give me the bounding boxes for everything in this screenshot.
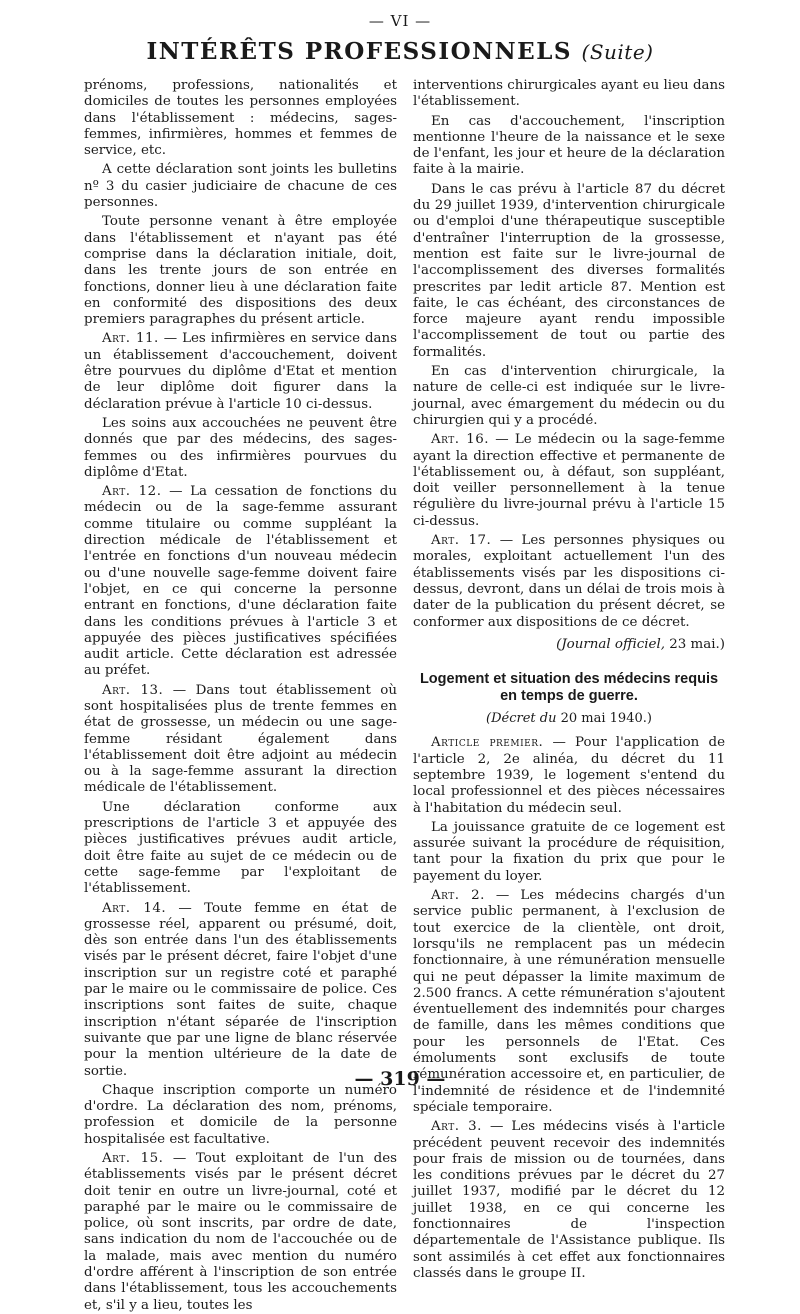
article-text: — La cessation de fonctions du médecin ou de la sage-femme assurant comme titulaire ou comme suppléant la direction médicale de l'établissement et l'entrée en fonctions d'un nouveau médecin ou d'une nouvelle sage-femme doivent faire l'objet, en ce qui concerne la personne entrant en fonctions, d'une déclaration faite dans les conditions prévues à l'article 3 et appuyée des pièces justificatives spécifiées audit article. Cette déclaration est adressée au préfet. bbox=[84, 484, 397, 679]
source-citation bbox=[413, 637, 725, 653]
paragraph: Toute personne venant à être employée dans l'établissement et n'ayant pas été comprise dans la déclaration initiale, doit, dans les trente jours de son entrée en fonctions, donner lieu à une déclaration faite en conformité des dispositions des deux premiers paragraphes du présent article. bbox=[84, 214, 397, 328]
paragraph: interventions chirurgicales ayant eu lieu dans l'établissement. bbox=[413, 78, 725, 110]
roman-page-number: — VI — bbox=[368, 12, 432, 30]
decree-date: 20 mai 1940.) bbox=[556, 711, 652, 727]
article-label: Art. 16. bbox=[431, 432, 490, 448]
paragraph: Dans le cas prévu à l'article 87 du décret du 29 juillet 1939, d'intervention chirurgicale ou d'emploi d'une thérapeutique susceptible d'entraîner l'interruption de la grossesse, mention est faite sur le livre-journal de l'accomplissement des diverses formalités prescrites par ledit article 87. Mention est faite, le cas échéant, des circonstances de force majeure ayant rendu impossible l'accomplissement de tout ou partie des formalités. bbox=[413, 181, 725, 360]
right-column bbox=[413, 78, 726, 1281]
article-label: Article premier. bbox=[431, 735, 544, 751]
decree-reference bbox=[413, 711, 725, 727]
article-13 bbox=[84, 683, 397, 797]
article-text: — Les infirmières en service dans un établissement d'accouchement, doivent être pourvues du diplôme d'Etat et mention de leur diplôme doit figurer dans la déclaration prévue à l'article 10 ci-dessus. bbox=[84, 331, 397, 412]
section-title bbox=[0, 38, 800, 65]
article-17 bbox=[413, 533, 725, 631]
article-text: — Tout exploitant de l'un des établissements visés par le présent décret doit tenir en outre un livre-journal, coté et paraphé par le maire ou le commissaire de police, où sont inscrits, par ordre de date, sans indication du nom de l'accouchée ou de la malade, mais avec mention du numéro d'ordre afférent à l'inscription de son entrée dans l'établissement, tous les accouchements et, s'il y a lieu, toutes les bbox=[84, 1151, 397, 1313]
section-title-text: INTÉRÊTS PROFESSIONNELS bbox=[146, 38, 572, 65]
article-11 bbox=[84, 331, 397, 412]
left-column bbox=[84, 78, 397, 1313]
paragraph: A cette déclaration sont joints les bulletins nº 3 du casier judiciaire de chacune de ces personnes. bbox=[84, 162, 397, 211]
article-text: — Les médecins visés à l'article précédent peuvent recevoir des indemnités pour frais de mission ou de tournées, dans les conditions prévues par le décret du 27 juillet 1937, modifié par le décret du 12 juillet 1938, en ce qui concerne les fonctionnaires de l'inspection départementale de l'Assistance publique. Ils sont assimilés à cet effet aux fonctionnaires classés dans le groupe II. bbox=[413, 1119, 726, 1281]
decree-label: (Décret du bbox=[486, 711, 557, 727]
paragraph: Chaque inscription comporte un numéro d'ordre. La déclaration des nom, prénoms, profession et domicile de la personne hospitalisée est facultative. bbox=[84, 1082, 397, 1147]
paragraph: Une déclaration conforme aux prescriptions de l'article 3 et appuyée des pièces justificatives prévues audit article, doit être faite au sujet de ce médecin ou de cette sage-femme par l'exploitant de l'établissement. bbox=[84, 799, 397, 897]
paragraph: En cas d'intervention chirurgicale, la nature de celle-ci est indiquée sur le livre-journal, avec émargement du médecin ou du chirurgien qui y a procédé. bbox=[413, 364, 725, 428]
page-number: — 319 — bbox=[354, 1068, 446, 1090]
article-label: Art. 15. bbox=[102, 1151, 164, 1166]
article-14 bbox=[84, 901, 397, 1080]
article-label: Art. 14. bbox=[102, 900, 167, 916]
paragraph: prénoms, professions, nationalités et domiciles de toutes les personnes employées dans l'établissement : médecins, sages-femmes, infirmières, hommes et femmes de service, etc. bbox=[84, 78, 397, 159]
article-premier bbox=[413, 735, 725, 816]
article-label: Art. 17. bbox=[431, 533, 492, 549]
source-journal: (Journal officiel, bbox=[556, 636, 665, 652]
article-text: — Dans tout établissement où sont hospitalisées plus de trente femmes en état de grossesse, un médecin ou une sage-femme résidant également dans l'établissement doit être adjoint au médecin ou à la sage-femme assurant la direction médicale de l'établissement. bbox=[84, 682, 397, 796]
article-text: — Le médecin ou la sage-femme ayant la direction effective et permanente de l'établissement ou, à défaut, son suppléant, doit veiller personnellement à la tenue régulière du livre-journal prévu à l'article 15 ci-dessus. bbox=[413, 432, 725, 529]
paragraph: En cas d'accouchement, l'inscription mentionne l'heure de la naissance et le sexe de l'enfant, les jour et heure de la déclaration faite à la mairie. bbox=[413, 113, 725, 178]
article-16 bbox=[413, 432, 725, 530]
article-12 bbox=[84, 484, 397, 680]
article-3 bbox=[413, 1119, 725, 1282]
article-label: Art. 12. bbox=[102, 484, 162, 500]
article-label: Art. 3. bbox=[431, 1119, 482, 1135]
paragraph: Les soins aux accouchées ne peuvent être donnés que par des médecins, des sages-femmes ou des infirmières pourvues du diplôme d'Etat. bbox=[84, 415, 397, 480]
article-text: — Pour l'application de l'article 2, 2e alinéa, du décret du 11 septembre 1939, le logement s'entend du local professionnel et des pièces nécessaires à l'habitation du médecin seul. bbox=[413, 735, 725, 816]
article-label: Art. 11. bbox=[102, 331, 159, 347]
article-text: — Les médecins chargés d'un service public permanent, à l'exclusion de tout exercice de la clientèle, ont droit, lorsqu'ils ne remplacent pas un médecin fonctionnaire, à une rémunération mensuelle qui ne peut dépasser la limite maximum de 2.500 francs. A cette rémunération s'ajoutent éventuellement des indemnités pour charges de famille, dans les mêmes conditions que pour les personnels de l'Etat. Ces émoluments sont exclusifs de toute rémunération accessoire et, en particulier, de l'indemnité de résidence et de l'indemnité spéciale temporaire. bbox=[413, 888, 725, 1115]
article-15 bbox=[84, 1151, 397, 1314]
article-text: — Les personnes physiques ou morales, exploitant actuellement l'un des établissements visés par les dispositions ci-dessus, devront, dans un délai de trois mois à dater de la publication du présent décret, se conformer aux dispositions de ce décret. bbox=[413, 533, 725, 630]
article-label: Art. 2. bbox=[431, 888, 485, 904]
source-date: 23 mai.) bbox=[665, 636, 725, 652]
paragraph: La jouissance gratuite de ce logement est assurée suivant la procédure de réquisition, tant pour la fixation du prix que pour le payement du loyer. bbox=[413, 819, 725, 884]
section-title-suite: (Suite) bbox=[581, 40, 654, 64]
article-label: Art. 13. bbox=[102, 682, 164, 698]
article-subheading: Logement et situation des médecins requis en temps de guerre. bbox=[419, 671, 719, 705]
article-text: — Toute femme en état de grossesse réel, apparent ou présumé, doit, dès son entrée dans l'un des établissements visés par le présent décret, faire l'objet d'une inscription sur un registre coté et paraphé par le maire ou le commissaire de police. Ces inscriptions sont faites de suite, chaque inscription n'étant séparée de l'inscription suivante que par une ligne de blanc réservée pour la mention ultérieure de la date de sortie. bbox=[84, 900, 397, 1079]
